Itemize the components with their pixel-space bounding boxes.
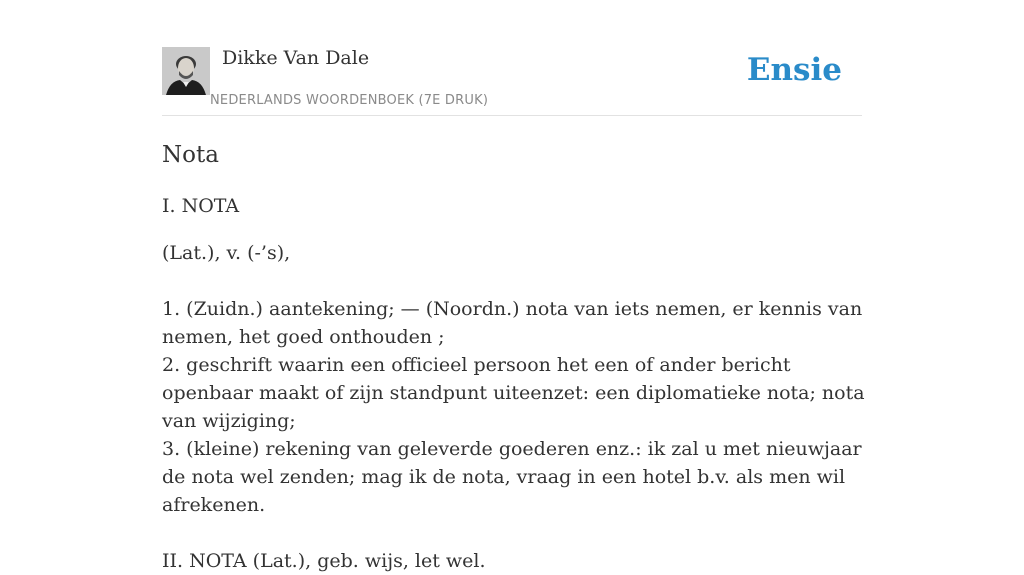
source-label[interactable]: NEDERLANDS WOORDENBOEK (7E DRUK): [210, 93, 489, 108]
grammar-info: (Lat.), v. (-’s),: [162, 242, 291, 264]
second-entry-heading: II. NOTA (Lat.), geb. wijs, let wel.: [162, 550, 486, 572]
page-title: Nota: [162, 142, 219, 168]
header: [162, 40, 862, 116]
ensie-logo[interactable]: Ensie: [746, 52, 842, 88]
author-name[interactable]: Dikke Van Dale: [222, 47, 370, 69]
sense-3: 3. (kleine) rekening van geleverde goederen enz.: ik zal u met nieuwjaar de nota wel zenden; mag ik de nota, vraag in een hotel b.v. als men wil afrekenen.: [162, 438, 862, 516]
sense-1: 1. (Zuidn.) aantekening; — (Noordn.) nota van iets nemen, er kennis van nemen, het goed onthouden ;: [162, 298, 863, 348]
sense-2: 2. geschrift waarin een officieel persoon het een of ander bericht openbaar maakt of zijn standpunt uiteenzet: een diplomatieke nota; nota van wijziging;: [162, 354, 865, 432]
entry-body: [162, 239, 872, 575]
spacer: [162, 267, 872, 295]
spacer: [162, 519, 872, 547]
avatar[interactable]: [162, 47, 210, 95]
entry-heading: I. NOTA: [162, 195, 240, 217]
portrait-icon: [162, 47, 210, 95]
